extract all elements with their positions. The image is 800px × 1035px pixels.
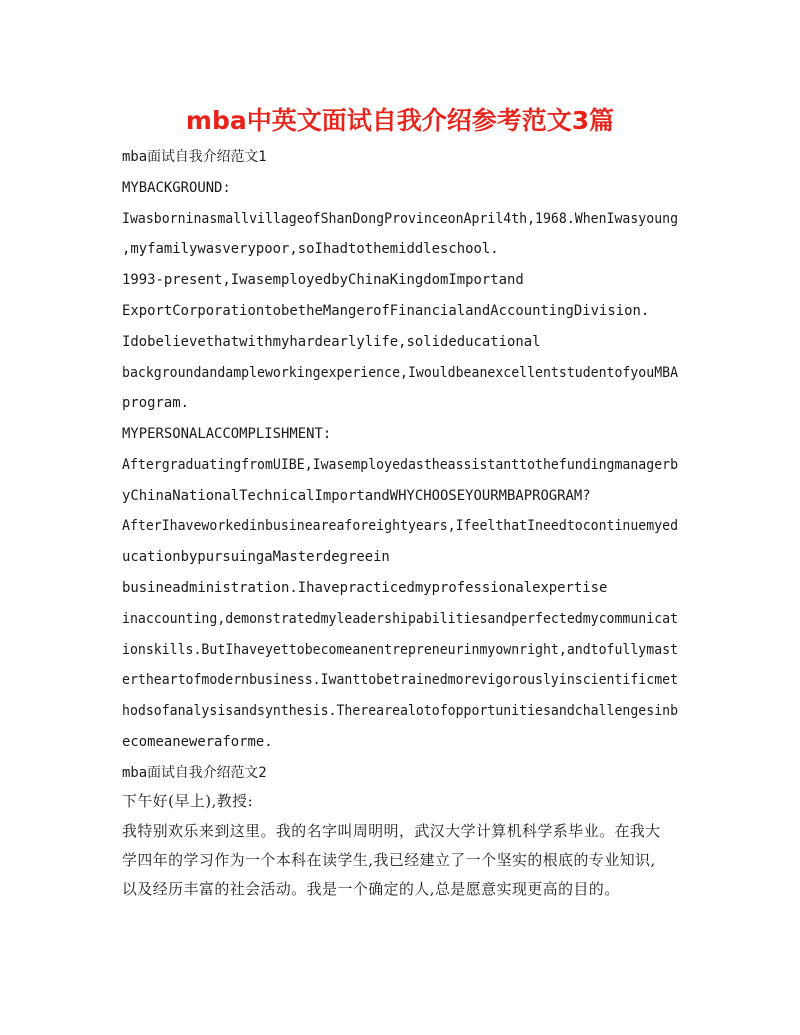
text-line: 我特别欢乐来到这里。我的名字叫周明明，武汉大学计算机科学系毕业。在我大 — [122, 822, 661, 840]
section-heading-1: mba面试自我介绍范文1 — [122, 149, 267, 165]
section-heading-2: mba面试自我介绍范文2 — [122, 765, 267, 781]
text-line: AftergraduatingfromUIBE,Iwasemployedastheassistanttothefundingmanagerb — [122, 457, 679, 473]
text-line: ExportCorporationtobetheMangerofFinancialandAccountingDivision. — [122, 303, 650, 319]
text-line: MYPERSONALACCOMPLISHMENT: — [122, 426, 332, 442]
text-line: ionskills.ButIhaveyettobecomeanentrepreneurinmyownright,andtofullymast — [122, 642, 679, 658]
text-line: inaccounting,demonstratedmyleadershipabilitiesandperfectedmycommunicat — [122, 611, 679, 627]
text-line: ucationbypursuingaMasterdegreein — [122, 549, 390, 565]
text-line: AfterIhaveworkedinbusineareaforeightyears,IfeelthatIneedtocontinuemyed — [122, 518, 679, 534]
document-title: mba中英文面试自我介绍参考范文3篇 — [185, 106, 615, 135]
text-line: backgroundandampleworkingexperience,IwouldbeanexcellentstudentofyouMBA — [122, 365, 679, 381]
text-line: 学四年的学习作为一个本科在读学生,我已经建立了一个坚实的根底的专业知识, — [122, 851, 656, 869]
text-line: 以及经历丰富的社会活动。我是一个确定的人,总是愿意实现更高的目的。 — [122, 880, 620, 898]
text-line: busineadministration.Ihavepracticedmyprofessionalexpertise — [122, 580, 608, 596]
text-line: ,myfamilywasverypoor,soIhadtothemiddleschool. — [122, 241, 499, 257]
text-line: yChinaNationalTechnicalImportandWHYCHOOSEYOURMBAPROGRAM? — [122, 488, 591, 504]
text-line: IwasborninasmallvillageofShanDongProvinceonApril4th,1968.WhenIwasyoung — [122, 211, 679, 227]
text-line: 1993-present,IwasemployedbyChinaKingdomImportand — [122, 272, 524, 288]
text-line: MYBACKGROUND: — [122, 180, 231, 196]
text-line: hodsofanalysisandsynthesis.Therearealotofopportunitiesandchallengesinb — [122, 703, 679, 719]
text-line: ecomeaneweraforme. — [122, 734, 273, 750]
text-line: ertheartofmodernbusiness.Iwanttobetrainedmorevigorouslyinscientificmet — [122, 672, 679, 688]
greeting-line: 下午好(早上),教授: — [122, 792, 254, 810]
text-line: Idobelievethatwithmyhardearlylife,solideducational — [122, 334, 541, 350]
text-line: program. — [122, 395, 189, 411]
